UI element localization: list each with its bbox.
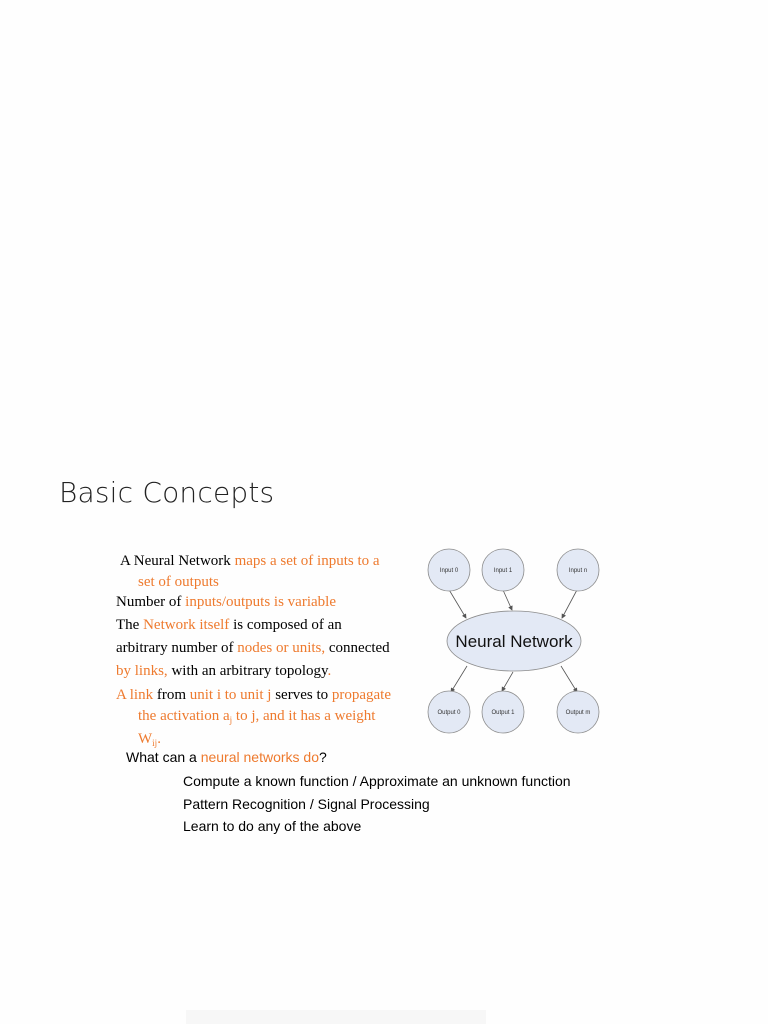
- para4-period: .: [157, 731, 161, 747]
- para1-text: A Neural Network: [120, 553, 235, 569]
- edge-output0: [451, 666, 467, 692]
- paragraph-neural-network-maps: [116, 550, 426, 592]
- para4-sub-j: j: [229, 715, 233, 725]
- para4-orange-2: unit i to unit j: [189, 687, 272, 703]
- para2-text: Number of: [116, 594, 186, 610]
- para3-text-5: with an arbitrary topology: [167, 663, 328, 679]
- question-orange: neural networks do: [200, 749, 319, 765]
- paragraph-a-link: [116, 684, 426, 753]
- para3-orange-1: Network itself: [143, 617, 230, 633]
- para4-w: W: [138, 731, 153, 747]
- input-label: Input 1: [493, 568, 513, 574]
- para3-text-3: arbitrary number of: [116, 640, 238, 656]
- page-footer-strip: [186, 1010, 486, 1024]
- question-mark: ?: [319, 749, 327, 765]
- output-label: Output 1: [491, 710, 515, 716]
- question-text-1: What can a: [126, 749, 201, 765]
- paragraph-network-itself: [116, 614, 426, 683]
- para1-orange: maps a set of inputs to a: [234, 553, 380, 569]
- edge-outputm: [561, 666, 577, 692]
- para3-text-1: The: [116, 617, 144, 633]
- answer-item: Learn to do any of the above: [183, 818, 362, 834]
- para4-text-2: serves to: [271, 687, 332, 703]
- para4-sub-ij: ij: [152, 738, 158, 748]
- para3-text-2: is composed of an: [229, 617, 342, 633]
- paragraph-inputs-outputs: [116, 591, 426, 614]
- para2-orange: inputs/outputs is variable: [185, 594, 336, 610]
- input-label: Input n: [568, 568, 588, 574]
- edge-output1: [502, 672, 513, 691]
- edge-input1: [503, 590, 512, 610]
- output-label: Output m: [565, 710, 591, 716]
- para4-orange-1: A link: [116, 687, 154, 703]
- answer-item: Compute a known function / Approximate an unknown function: [183, 773, 571, 789]
- para4-activation: the activation a: [138, 708, 230, 724]
- neural-network-label: Neural Network: [455, 632, 573, 651]
- para3-orange-4: .: [327, 663, 332, 679]
- edge-inputn: [562, 588, 578, 618]
- edge-input0: [448, 588, 466, 618]
- para3-text-4: connected: [325, 640, 390, 656]
- output-label: Output 0: [437, 710, 461, 716]
- slide-title: Basic Concepts: [59, 476, 275, 509]
- neural-network-diagram: [420, 540, 610, 740]
- question-line: [126, 747, 327, 767]
- para3-orange-2: nodes or units,: [237, 640, 326, 656]
- para3-orange-3: by links,: [116, 663, 168, 679]
- input-label: Input 0: [439, 568, 459, 574]
- para4-orange-3: propagate: [331, 687, 391, 703]
- answer-item: Pattern Recognition / Signal Processing: [183, 796, 430, 812]
- para4-weight-text: to j, and it has a weight: [232, 708, 376, 724]
- para4-text-1: from: [153, 687, 190, 703]
- para1-orange-cont: set of outputs: [138, 574, 219, 590]
